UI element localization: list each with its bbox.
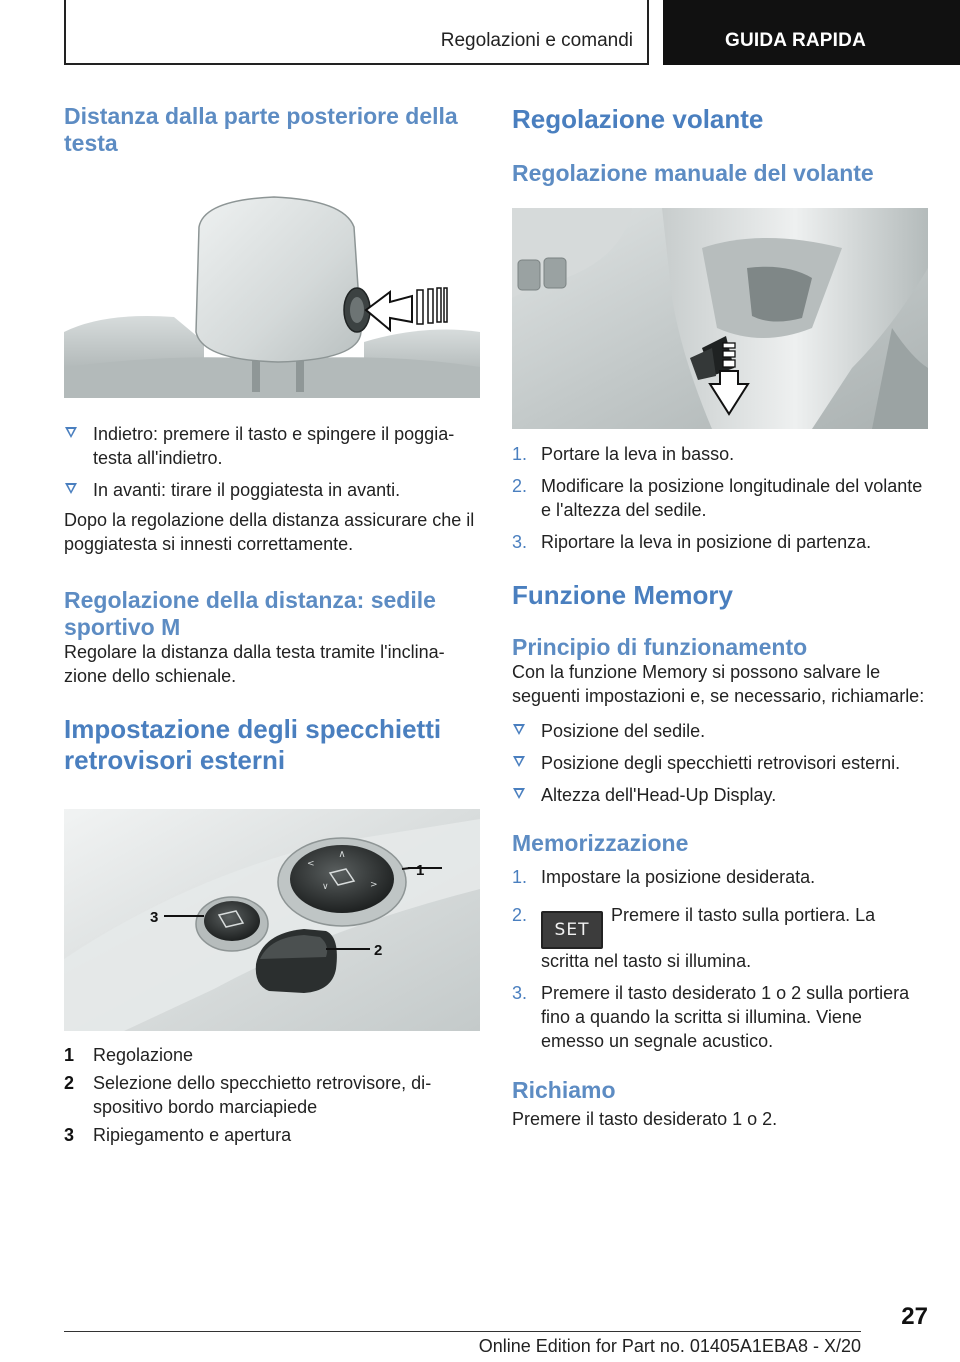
paragraph-principle: Con la funzione Memory si possono salvare le seguenti impostazioni e, se necessario, richiamarle:	[512, 662, 925, 706]
list-item: 1. Impostare la posizione desiderata.	[512, 867, 816, 887]
list-item: Posizione del sedile.	[512, 719, 928, 743]
mirror-controls-illustration	[64, 809, 480, 1031]
heading-recall: Richiamo	[512, 1077, 616, 1103]
heading-steering-manual: Regolazione manuale del volante	[512, 160, 874, 186]
right-column	[512, 100, 928, 1131]
svg-text:<: <	[307, 859, 315, 869]
figure-steering-lever	[512, 208, 928, 429]
heading-principle: Principio di funzionamento	[512, 634, 808, 660]
bullet-triangle-icon	[65, 483, 77, 494]
svg-text:>: >	[370, 880, 378, 890]
page-number: 27	[901, 1303, 928, 1330]
headrest-illustration	[64, 192, 480, 398]
callout-1: 1	[416, 862, 425, 879]
list-item: Altezza dell'Head-Up Display.	[512, 783, 928, 807]
figure-mirror-controls	[64, 809, 480, 1031]
steering-steps	[512, 442, 928, 554]
bullet-triangle-icon	[513, 788, 525, 799]
paragraph-sport-seat: Regolare la distanza dalla testa tramite l'inclinazione dello schienale.	[64, 642, 445, 686]
bullet-triangle-icon	[513, 756, 525, 767]
steering-lever-illustration	[512, 208, 928, 429]
heading-save: Memorizzazione	[512, 830, 689, 856]
heading-headrest-distance: Distanza dalla parte posteriore della testa	[64, 103, 458, 156]
list-item: 2. Modificare la posizione longitudinale del volante e l'altezza del sedile.	[512, 476, 923, 520]
header-tab-label: GUIDA RAPIDA	[724, 30, 867, 51]
header-section-box	[64, 0, 649, 65]
mirror-legend	[64, 1043, 480, 1147]
paragraph-headrest-note: Dopo la regolazione della distanza assicurare che il poggiatesta si innesti correttamente.	[64, 510, 475, 554]
list-item: In avanti: tirare il poggiatesta in avanti.	[64, 478, 480, 502]
legend-item: 1 Regolazione	[64, 1045, 194, 1065]
bullet-triangle-icon	[65, 427, 77, 438]
principle-bullet-list	[512, 719, 928, 807]
left-column	[64, 100, 480, 1151]
list-item: 2. SETPremere il tasto sulla portiera. La scritta nel tasto si illumina.	[512, 905, 876, 971]
legend-item: 2 Selezione dello specchietto retrovisore, dispositivo bordo marciapiede	[64, 1073, 432, 1117]
heading-mirrors: Impostazione degli specchietti retrovisori esterni	[64, 714, 442, 775]
list-item: Posizione degli specchietti retrovisori esterni.	[512, 751, 928, 775]
svg-text:∧: ∧	[338, 849, 346, 860]
bullet-triangle-icon	[513, 724, 525, 735]
header-section-title: Regolazioni e comandi	[440, 30, 633, 51]
footer-divider	[64, 1331, 861, 1332]
figure-headrest	[64, 192, 480, 398]
save-steps	[512, 865, 928, 1053]
header-tab	[663, 0, 960, 65]
heading-memory: Funzione Memory	[512, 580, 734, 610]
footer-edition: Online Edition for Part no. 01405A1EBA8 - X/20	[478, 1336, 861, 1356]
paragraph-recall: Premere il tasto desiderato 1 o 2.	[512, 1109, 778, 1129]
heading-sport-seat: Regolazione della distanza: sedile sportivo M	[64, 587, 436, 640]
list-item: 3. Premere il tasto desiderato 1 o 2 sulla portiera fino a quando la scritta si illumina. Viene emesso un segnale acustico.	[512, 983, 910, 1051]
list-item: Indietro: premere il tasto e spingere il poggiatesta all'indietro.	[64, 422, 480, 470]
set-key-icon: SET	[541, 911, 603, 949]
callout-2: 2	[374, 942, 383, 959]
legend-item: 3 Ripiegamento e apertura	[64, 1125, 292, 1145]
callout-3: 3	[150, 909, 159, 926]
headrest-bullet-list	[64, 422, 480, 502]
list-item: 1. Portare la leva in basso.	[512, 444, 735, 464]
list-item: 3. Riportare la leva in posizione di partenza.	[512, 532, 872, 552]
svg-text:∨: ∨	[322, 882, 329, 892]
heading-steering: Regolazione volante	[512, 104, 764, 134]
